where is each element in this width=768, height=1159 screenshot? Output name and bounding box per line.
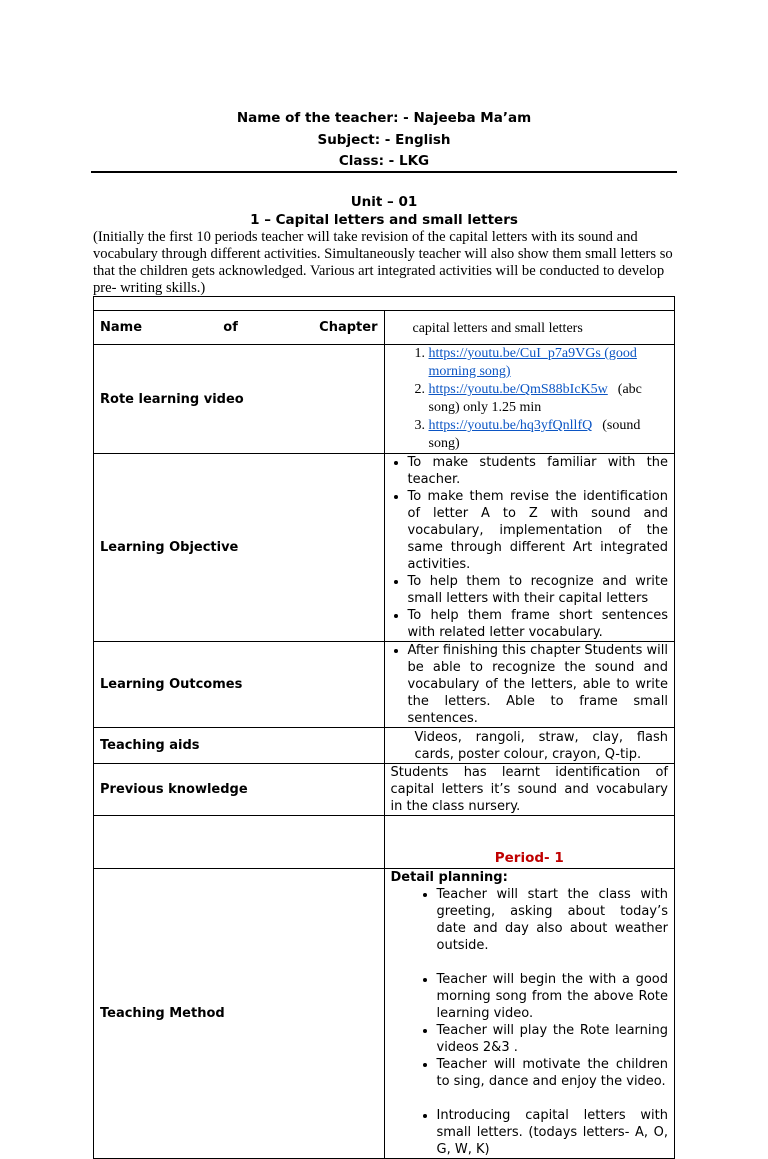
method-steps-a — [391, 886, 669, 954]
rote-video-row — [94, 345, 675, 454]
method-step: • Introducing capital letters with small letters. (todays letters- A, O, G, W, K) — [437, 1107, 669, 1158]
video-item — [429, 417, 669, 453]
outcomes-list — [384, 642, 675, 728]
detail-planning-heading: Detail planning: — [390, 870, 508, 885]
chapter-row — [94, 311, 675, 345]
subject: Subject: - English — [317, 132, 451, 148]
period-cell — [384, 816, 675, 869]
method-row — [94, 869, 675, 1159]
method-step: • Teacher will begin the with a good morning song from the above Rote learning video. — [437, 971, 669, 1022]
objective-item: • To help them frame short sentences with related letter vocabulary. — [408, 607, 669, 641]
aids-row — [94, 728, 675, 764]
objective-list — [384, 454, 675, 642]
video-link[interactable]: https://youtu.be/QmS88bIcK5w — [428, 382, 608, 397]
previous-label: Previous knowledge — [94, 764, 385, 816]
lesson-plan-table — [93, 296, 675, 1159]
video-links — [391, 345, 669, 453]
unit-title: 1 – Capital letters and small letters — [250, 212, 518, 228]
video-link[interactable]: https://youtu.be/CuI_p7a9VGs (good morning song) — [428, 346, 637, 379]
video-item — [429, 345, 669, 381]
teacher-name: Name of the teacher: - Najeeba Ma’am — [236, 110, 532, 126]
video-item — [429, 381, 669, 417]
objective-item: • To make students familiar with the teacher. — [408, 454, 669, 488]
video-note: (sound song) — [428, 418, 641, 451]
header-divider — [91, 171, 677, 173]
video-link[interactable]: https://youtu.be/hq3yfQnllfQ — [428, 418, 593, 433]
objective-item: • To make them revise the identification of letter A to Z with sound and vocabulary, implementation of the same through different Art integrated activities. — [408, 488, 669, 573]
rote-video-list — [384, 345, 675, 454]
outcomes-row — [94, 642, 675, 728]
period-row — [94, 816, 675, 869]
rote-video-label: Rote learning video — [94, 345, 385, 454]
outcome-items — [385, 642, 669, 727]
previous-value: Students has learnt identification of capital letters it’s sound and vocabulary in the class nursery. — [384, 764, 675, 816]
chapter-value: capital letters and small letters — [384, 311, 675, 345]
previous-row — [94, 764, 675, 816]
method-steps-b — [391, 971, 669, 1090]
chapter-label: Name of Chapter — [94, 311, 385, 345]
method-step: • Teacher will start the class with greeting, asking about today’s date and day also about weather outside. — [437, 886, 669, 954]
outcomes-label: Learning Outcomes — [94, 642, 385, 728]
method-label: Teaching Method — [94, 869, 385, 1159]
aids-label: Teaching aids — [94, 728, 385, 764]
method-step: • Teacher will motivate the children to sing, dance and enjoy the video. — [437, 1056, 669, 1090]
unit-intro: (Initially the first 10 periods teacher will take revision of the capital letters with its sound and vocabulary through different activities. Simultaneously teacher will also show them small letters so that the children gets acknowledged. Various art integrated activities will be conducted to develop pre- writing skills.) — [93, 229, 673, 296]
video-note: (abc song) only 1.25 min — [428, 382, 642, 415]
outcome-item: • After finishing this chapter Students will be able to recognize the sound and vocabulary of the letters, able to write the letters. Able to frame small sentences. — [408, 642, 669, 727]
objective-label: Learning Objective — [94, 454, 385, 642]
method-step: • Teacher will play the Rote learning videos 2&3 . — [437, 1022, 669, 1056]
method-content — [384, 869, 675, 1159]
class-name: Class: - LKG — [338, 153, 430, 169]
unit-number: Unit – 01 — [350, 194, 418, 210]
aids-value: Videos, rangoli, straw, clay, flash cards, poster colour, crayon, Q-tip. — [384, 728, 675, 764]
objective-items — [385, 454, 669, 641]
period-heading: Period- 1 — [494, 850, 564, 866]
objective-item: • To help them to recognize and write small letters with their capital letters — [408, 573, 669, 607]
period-label-cell — [94, 816, 385, 869]
objective-row — [94, 454, 675, 642]
table-top-row — [94, 297, 675, 311]
method-steps-c — [391, 1107, 669, 1158]
table-top-cell — [94, 297, 675, 311]
